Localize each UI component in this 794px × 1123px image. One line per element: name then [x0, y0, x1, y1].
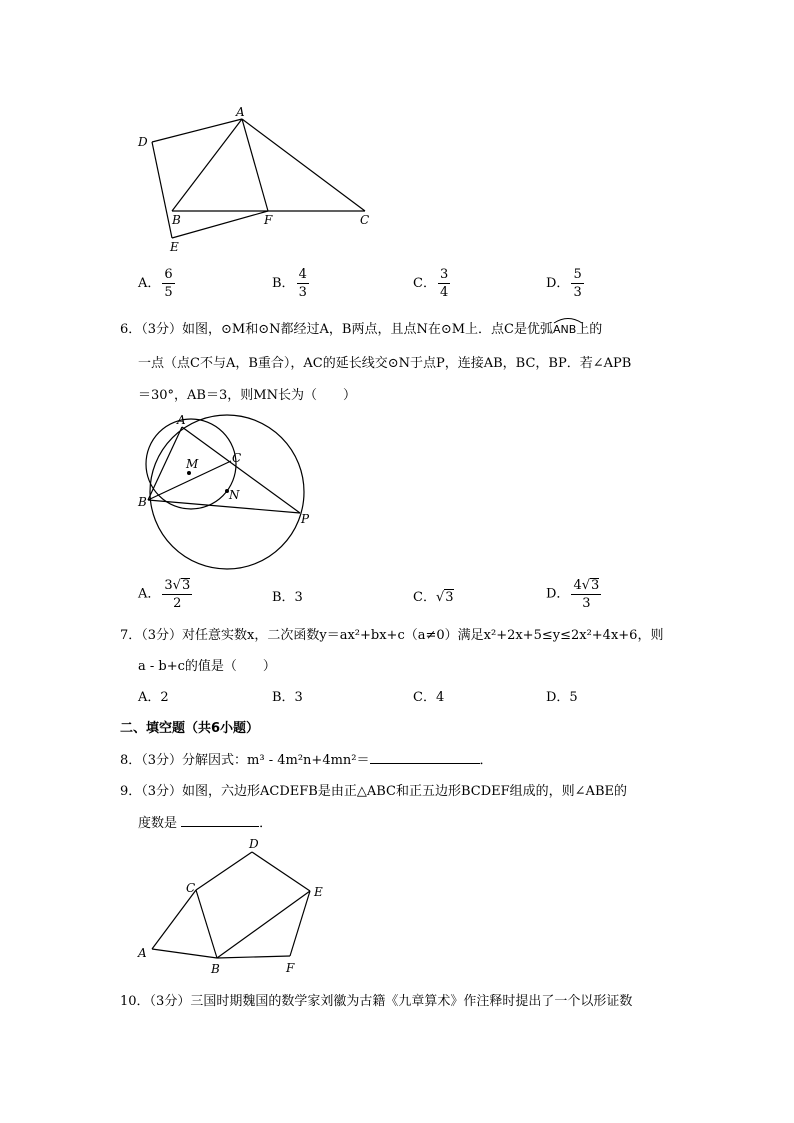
- section-heading: 二、填空题（共6小题）: [120, 721, 260, 736]
- q7-option-a: A．2: [138, 690, 169, 705]
- q6-option-b: B．3: [272, 590, 303, 605]
- label-C: C: [360, 213, 370, 227]
- q7-option-b: B．3: [272, 690, 303, 705]
- q9-line2: 度数是 ．: [138, 816, 273, 831]
- label-A: A: [236, 105, 245, 119]
- label-C: C: [232, 451, 242, 465]
- q7-line1: 7．（3分）对任意实数x，二次函数y＝ax²+bx+c（a≠0）满足x²+2x+5≤y≤2x²+4x+6，则: [120, 628, 664, 643]
- figure-quadrilateral: [130, 100, 390, 260]
- label-D: D: [138, 135, 148, 149]
- label-F: F: [264, 213, 273, 227]
- label-D: D: [249, 837, 259, 851]
- q6-option-a: A． 3√ 3 2: [138, 578, 191, 611]
- label-C: C: [186, 881, 196, 895]
- label-B: B: [138, 495, 147, 509]
- q5-option-b: B． $\frac{4}{3}$: [272, 267, 307, 300]
- q5-option-c: C． $\frac{3}{4}$: [413, 267, 449, 300]
- q5-option-a: A． $\frac{6}{5}$: [138, 267, 173, 300]
- arc-anb: ANB: [552, 323, 577, 336]
- q8-line: 8．（3分）分解因式：m³ - 4m²n+4mn²＝ ．: [120, 753, 493, 768]
- label-F: F: [286, 961, 295, 975]
- label-P: P: [301, 512, 310, 526]
- q6-option-c: C．√ 3: [413, 590, 454, 605]
- label-M: M: [186, 457, 199, 471]
- label-B: B: [172, 213, 181, 227]
- q6-option-d: D． 4√ 3 3: [546, 578, 600, 611]
- q5-option-d: D． $\frac{5}{3}$: [546, 267, 582, 300]
- label-N: N: [229, 488, 240, 502]
- q6-line1: 6．（3分）如图，⊙M和⊙N都经过A，B两点，且点N在⊙M上．点C是优弧ANB 上的: [120, 318, 602, 337]
- label-A: A: [138, 946, 147, 960]
- label-E: E: [170, 240, 179, 254]
- figure-hexagon: [130, 834, 340, 979]
- q9-answer-blank[interactable]: [181, 814, 259, 827]
- label-B: B: [211, 962, 220, 976]
- q8-answer-blank[interactable]: [370, 751, 480, 764]
- q6-line3: ＝30°，AB＝3，则MN长为（ ）: [138, 388, 356, 403]
- q10-line1: 10．（3分）三国时期魏国的数学家刘徽为古籍《九章算术》作注释时提出了一个以形证数: [120, 994, 633, 1009]
- figure-circles: [130, 412, 330, 582]
- q7-line2: a - b+c的值是（ ）: [138, 659, 276, 674]
- q9-line1: 9．（3分）如图，六边形ACDEFB是由正△ABC和正五边形BCDEF组成的，则∠ABE的: [120, 784, 627, 799]
- q7-option-c: C．4: [413, 690, 445, 705]
- q7-option-d: D．5: [546, 690, 578, 705]
- label-E: E: [314, 885, 323, 899]
- q6-line2: 一点（点C不与A，B重合），AC的延长线交⊙N于点P，连接AB，BC，BP．若∠APB: [138, 356, 632, 371]
- label-A: A: [177, 413, 186, 427]
